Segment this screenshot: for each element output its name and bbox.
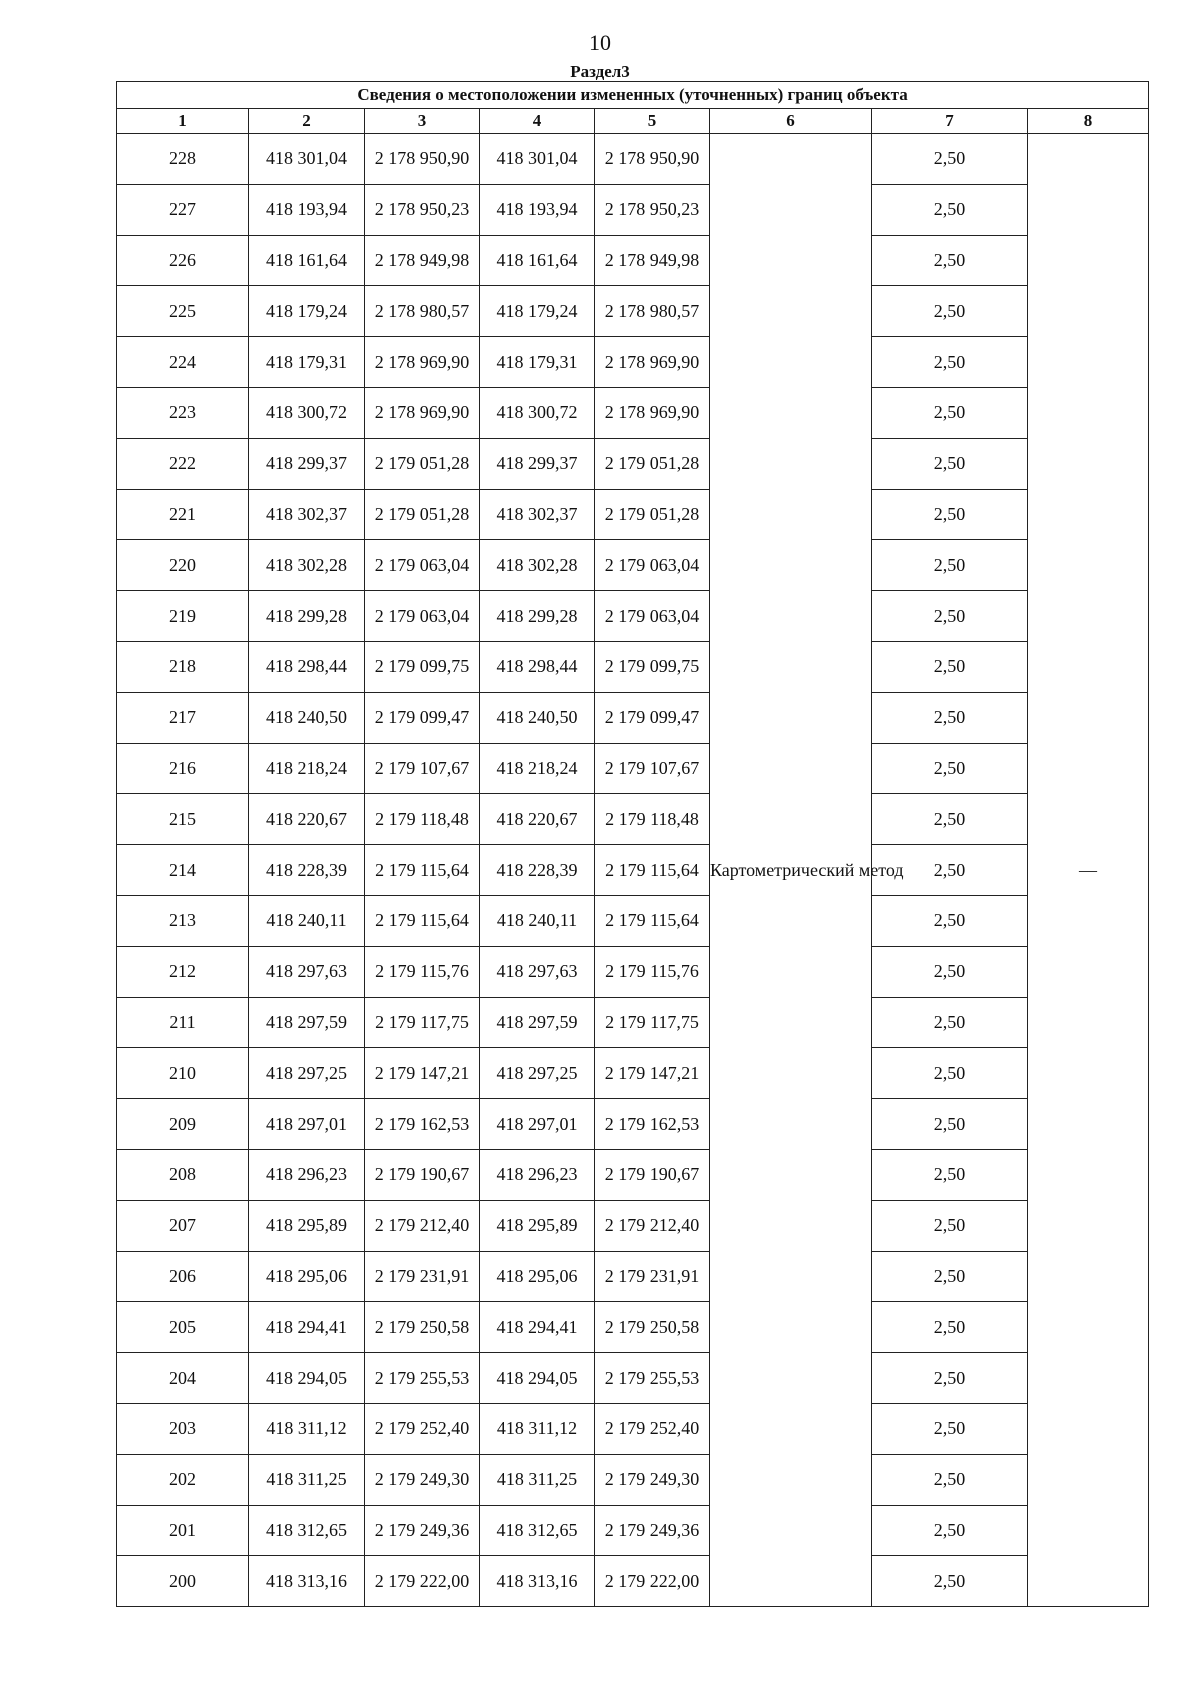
y-existing-cell: 2 178 969,90 [365,387,480,438]
y-existing-cell: 2 179 118,48 [365,794,480,845]
y-existing-cell: 2 179 099,47 [365,692,480,743]
y-new-cell: 2 179 249,30 [595,1454,710,1505]
y-new-cell: 2 179 190,67 [595,1149,710,1200]
accuracy-cell: 2,50 [872,1556,1028,1607]
table-body [117,134,1149,1607]
point-number-cell: 210 [117,1048,249,1099]
y-new-cell: 2 179 115,64 [595,845,710,896]
point-number-cell: 225 [117,286,249,337]
accuracy-cell: 2,50 [872,946,1028,997]
accuracy-cell: 2,50 [872,1353,1028,1404]
y-new-cell: 2 179 249,36 [595,1505,710,1556]
table-row [117,337,1149,388]
table-row [117,692,1149,743]
accuracy-cell: 2,50 [872,1099,1028,1150]
table-row [117,387,1149,438]
x-existing-cell: 418 295,89 [249,1200,365,1251]
point-number-cell: 201 [117,1505,249,1556]
point-number-cell: 211 [117,997,249,1048]
y-new-cell: 2 179 255,53 [595,1353,710,1404]
x-new-cell: 418 300,72 [480,387,595,438]
section-title: Раздел3 [570,62,630,81]
table-caption: Сведения о местоположении измененных (уточненных) границ объекта [117,82,1149,109]
y-existing-cell: 2 179 051,28 [365,438,480,489]
point-number-cell: 207 [117,1200,249,1251]
x-new-cell: 418 296,23 [480,1149,595,1200]
table-row [117,845,1149,896]
table-row [117,1251,1149,1302]
x-new-cell: 418 297,63 [480,946,595,997]
y-new-cell: 2 179 162,53 [595,1099,710,1150]
point-number-cell: 202 [117,1454,249,1505]
x-new-cell: 418 179,24 [480,286,595,337]
x-existing-cell: 418 301,04 [249,134,365,185]
table-row [117,997,1149,1048]
point-number-cell: 213 [117,895,249,946]
x-new-cell: 418 193,94 [480,184,595,235]
x-new-cell: 418 298,44 [480,641,595,692]
y-existing-cell: 2 179 252,40 [365,1403,480,1454]
y-new-cell: 2 178 949,98 [595,235,710,286]
y-new-cell: 2 179 147,21 [595,1048,710,1099]
table-row [117,743,1149,794]
point-number-cell: 228 [117,134,249,185]
table-row [117,134,1149,185]
table-row [117,1302,1149,1353]
accuracy-cell: 2,50 [872,1048,1028,1099]
x-new-cell: 418 302,28 [480,540,595,591]
column-number-7: 7 [872,109,1028,134]
accuracy-cell: 2,50 [872,895,1028,946]
x-new-cell: 418 220,67 [480,794,595,845]
table-row [117,540,1149,591]
point-number-cell: 217 [117,692,249,743]
x-existing-cell: 418 240,50 [249,692,365,743]
point-number-cell: 227 [117,184,249,235]
x-new-cell: 418 313,16 [480,1556,595,1607]
table-row [117,1505,1149,1556]
accuracy-cell: 2,50 [872,641,1028,692]
point-number-cell: 203 [117,1403,249,1454]
accuracy-cell: 2,50 [872,184,1028,235]
y-existing-cell: 2 179 250,58 [365,1302,480,1353]
x-new-cell: 418 295,06 [480,1251,595,1302]
x-new-cell: 418 311,12 [480,1403,595,1454]
table-row [117,184,1149,235]
x-new-cell: 418 240,50 [480,692,595,743]
y-new-cell: 2 179 051,28 [595,438,710,489]
point-number-cell: 206 [117,1251,249,1302]
x-existing-cell: 418 161,64 [249,235,365,286]
y-new-cell: 2 179 250,58 [595,1302,710,1353]
y-new-cell: 2 179 231,91 [595,1251,710,1302]
y-existing-cell: 2 178 950,90 [365,134,480,185]
accuracy-cell: 2,50 [872,489,1028,540]
y-existing-cell: 2 179 115,76 [365,946,480,997]
page-number: 10 [589,30,611,55]
x-new-cell: 418 218,24 [480,743,595,794]
x-existing-cell: 418 179,31 [249,337,365,388]
y-existing-cell: 2 179 051,28 [365,489,480,540]
accuracy-cell: 2,50 [872,438,1028,489]
y-existing-cell: 2 179 190,67 [365,1149,480,1200]
table-row [117,1099,1149,1150]
point-number-cell: 215 [117,794,249,845]
x-existing-cell: 418 297,63 [249,946,365,997]
y-new-cell: 2 178 980,57 [595,286,710,337]
y-existing-cell: 2 179 212,40 [365,1200,480,1251]
table-row [117,438,1149,489]
point-number-cell: 218 [117,641,249,692]
accuracy-cell: 2,50 [872,591,1028,642]
accuracy-cell: 2,50 [872,692,1028,743]
x-existing-cell: 418 312,65 [249,1505,365,1556]
point-number-cell: 220 [117,540,249,591]
y-new-cell: 2 178 969,90 [595,387,710,438]
accuracy-cell: 2,50 [872,134,1028,185]
accuracy-cell: 2,50 [872,1302,1028,1353]
x-existing-cell: 418 218,24 [249,743,365,794]
point-number-cell: 219 [117,591,249,642]
point-number-cell: 223 [117,387,249,438]
x-new-cell: 418 297,01 [480,1099,595,1150]
point-number-cell: 222 [117,438,249,489]
x-new-cell: 418 299,28 [480,591,595,642]
x-new-cell: 418 294,05 [480,1353,595,1404]
y-new-cell: 2 178 950,23 [595,184,710,235]
y-existing-cell: 2 179 231,91 [365,1251,480,1302]
accuracy-cell: 2,50 [872,997,1028,1048]
method-cell: Картометрический метод [710,134,872,1607]
y-existing-cell: 2 179 162,53 [365,1099,480,1150]
x-existing-cell: 418 302,37 [249,489,365,540]
accuracy-cell: 2,50 [872,1454,1028,1505]
y-new-cell: 2 179 222,00 [595,1556,710,1607]
x-new-cell: 418 297,25 [480,1048,595,1099]
x-new-cell: 418 295,89 [480,1200,595,1251]
table-row [117,1200,1149,1251]
column-number-4: 4 [480,109,595,134]
point-number-cell: 216 [117,743,249,794]
point-number-cell: 212 [117,946,249,997]
x-new-cell: 418 297,59 [480,997,595,1048]
column-number-3: 3 [365,109,480,134]
table-row [117,235,1149,286]
column-number-6: 6 [710,109,872,134]
x-existing-cell: 418 311,25 [249,1454,365,1505]
y-existing-cell: 2 178 980,57 [365,286,480,337]
y-existing-cell: 2 179 222,00 [365,1556,480,1607]
y-existing-cell: 2 179 249,30 [365,1454,480,1505]
y-existing-cell: 2 179 107,67 [365,743,480,794]
x-existing-cell: 418 313,16 [249,1556,365,1607]
x-existing-cell: 418 240,11 [249,895,365,946]
point-number-cell: 204 [117,1353,249,1404]
y-new-cell: 2 178 950,90 [595,134,710,185]
y-existing-cell: 2 179 147,21 [365,1048,480,1099]
table-row [117,946,1149,997]
x-new-cell: 418 299,37 [480,438,595,489]
x-existing-cell: 418 297,59 [249,997,365,1048]
point-number-cell: 208 [117,1149,249,1200]
x-existing-cell: 418 294,05 [249,1353,365,1404]
accuracy-cell: 2,50 [872,387,1028,438]
table-row [117,1454,1149,1505]
table-row [117,1403,1149,1454]
table-row [117,1556,1149,1607]
accuracy-cell: 2,50 [872,1505,1028,1556]
table-row [117,286,1149,337]
column-number-5: 5 [595,109,710,134]
x-new-cell: 418 311,25 [480,1454,595,1505]
table-row [117,489,1149,540]
x-new-cell: 418 228,39 [480,845,595,896]
table-row [117,591,1149,642]
accuracy-cell: 2,50 [872,794,1028,845]
y-new-cell: 2 179 118,48 [595,794,710,845]
point-number-cell: 200 [117,1556,249,1607]
y-new-cell: 2 179 117,75 [595,997,710,1048]
column-number-row [117,109,1149,134]
y-new-cell: 2 179 099,75 [595,641,710,692]
y-existing-cell: 2 179 115,64 [365,895,480,946]
x-existing-cell: 418 300,72 [249,387,365,438]
y-new-cell: 2 179 115,76 [595,946,710,997]
accuracy-cell: 2,50 [872,1149,1028,1200]
y-existing-cell: 2 179 117,75 [365,997,480,1048]
x-existing-cell: 418 302,28 [249,540,365,591]
accuracy-cell: 2,50 [872,1200,1028,1251]
x-existing-cell: 418 228,39 [249,845,365,896]
x-existing-cell: 418 220,67 [249,794,365,845]
y-new-cell: 2 179 252,40 [595,1403,710,1454]
x-existing-cell: 418 193,94 [249,184,365,235]
y-existing-cell: 2 179 099,75 [365,641,480,692]
point-number-cell: 214 [117,845,249,896]
accuracy-cell: 2,50 [872,1251,1028,1302]
table-row [117,895,1149,946]
point-number-cell: 224 [117,337,249,388]
x-existing-cell: 418 299,28 [249,591,365,642]
y-new-cell: 2 179 212,40 [595,1200,710,1251]
x-existing-cell: 418 297,25 [249,1048,365,1099]
accuracy-cell: 2,50 [872,337,1028,388]
x-existing-cell: 418 298,44 [249,641,365,692]
point-number-cell: 205 [117,1302,249,1353]
x-new-cell: 418 179,31 [480,337,595,388]
accuracy-cell: 2,50 [872,845,1028,896]
table-row [117,1353,1149,1404]
accuracy-cell: 2,50 [872,286,1028,337]
x-existing-cell: 418 299,37 [249,438,365,489]
point-number-cell: 226 [117,235,249,286]
x-existing-cell: 418 296,23 [249,1149,365,1200]
y-existing-cell: 2 178 950,23 [365,184,480,235]
x-new-cell: 418 294,41 [480,1302,595,1353]
note-cell: — [1028,134,1149,1607]
y-existing-cell: 2 178 969,90 [365,337,480,388]
x-existing-cell: 418 294,41 [249,1302,365,1353]
y-new-cell: 2 179 115,64 [595,895,710,946]
x-existing-cell: 418 297,01 [249,1099,365,1150]
x-new-cell: 418 161,64 [480,235,595,286]
y-existing-cell: 2 179 063,04 [365,591,480,642]
y-existing-cell: 2 178 949,98 [365,235,480,286]
x-existing-cell: 418 311,12 [249,1403,365,1454]
y-new-cell: 2 179 063,04 [595,591,710,642]
x-new-cell: 418 302,37 [480,489,595,540]
point-number-cell: 221 [117,489,249,540]
y-existing-cell: 2 179 255,53 [365,1353,480,1404]
table-row [117,641,1149,692]
table-row [117,1048,1149,1099]
y-new-cell: 2 179 063,04 [595,540,710,591]
point-number-cell: 209 [117,1099,249,1150]
column-number-1: 1 [117,109,249,134]
column-number-8: 8 [1028,109,1149,134]
y-new-cell: 2 179 051,28 [595,489,710,540]
x-new-cell: 418 301,04 [480,134,595,185]
accuracy-cell: 2,50 [872,1403,1028,1454]
accuracy-cell: 2,50 [872,540,1028,591]
accuracy-cell: 2,50 [872,235,1028,286]
x-new-cell: 418 312,65 [480,1505,595,1556]
y-existing-cell: 2 179 115,64 [365,845,480,896]
x-new-cell: 418 240,11 [480,895,595,946]
x-existing-cell: 418 295,06 [249,1251,365,1302]
coordinates-table [116,81,1149,1607]
table-row [117,794,1149,845]
y-new-cell: 2 179 099,47 [595,692,710,743]
y-existing-cell: 2 179 063,04 [365,540,480,591]
y-new-cell: 2 178 969,90 [595,337,710,388]
x-existing-cell: 418 179,24 [249,286,365,337]
table-row [117,1149,1149,1200]
column-number-2: 2 [249,109,365,134]
y-new-cell: 2 179 107,67 [595,743,710,794]
accuracy-cell: 2,50 [872,743,1028,794]
y-existing-cell: 2 179 249,36 [365,1505,480,1556]
